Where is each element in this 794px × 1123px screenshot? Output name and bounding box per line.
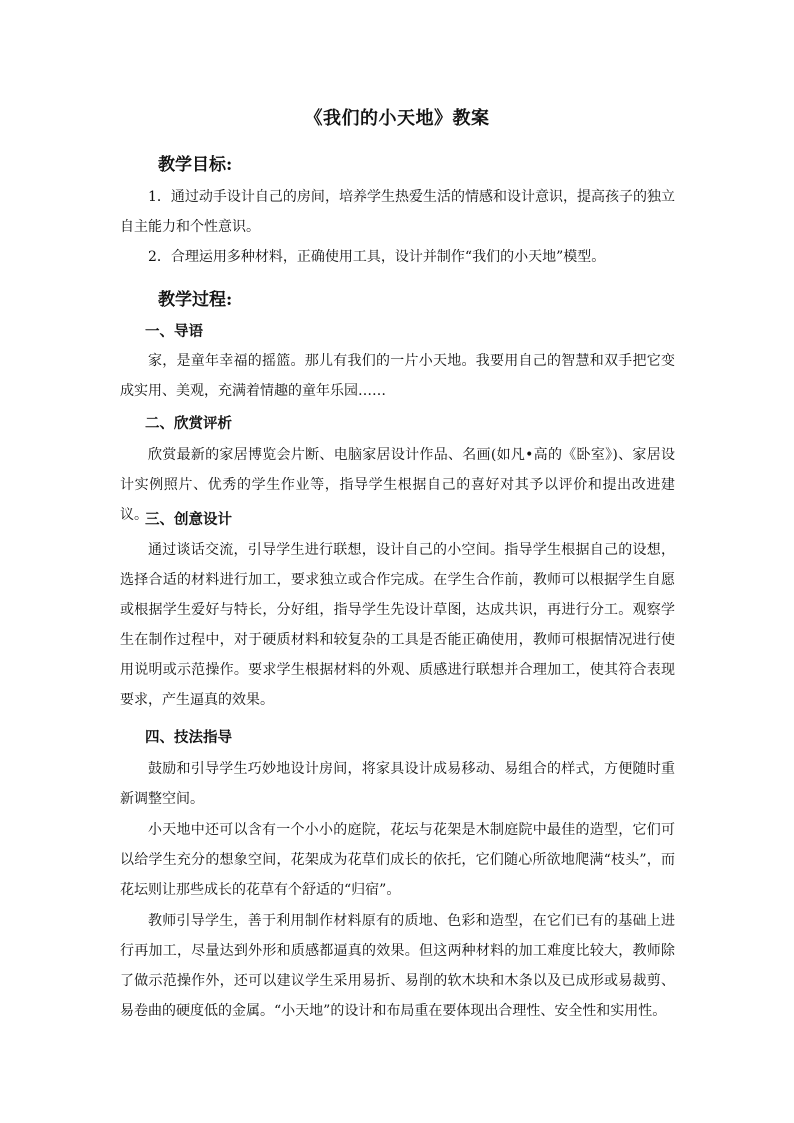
objective-paragraph: 2．合理运用多种材料，正确使用工具，设计并制作“我们的小天地”模型。 — [148, 249, 606, 265]
body-paragraph: 通过谈话交流，引导学生进行联想，设计自己的小空间。指导学生根据自己的设想，选择合适的材料进行加工，要求独立或合作完成。在学生合作前，教师可以根据学生自愿或根据学生爱好与特长，分好组，指导学生先设计草图，达成共识，再进行分工。观察学生在制作过程中，对于硬质材料和较复杂的工具是否能正确使用，教师可根据情况进行使用说明或示范操作。要求学生根据材料的外观、质感进行联想并合理加工，使其符合表现要求，产生逼真的效果。 — [120, 542, 675, 708]
objectives-heading: 教学目标: — [158, 155, 233, 175]
section-heading: 一、导语 — [145, 323, 203, 340]
process-heading: 教学过程: — [158, 290, 233, 310]
body-paragraph: 鼓励和引导学生巧妙地设计房间，将家具设计成易移动、易组合的样式，方便随时重新调整空间。 — [120, 761, 675, 807]
body-paragraph: 教师引导学生，善于利用制作材料原有的质地、色彩和造型，在它们已有的基础上进行再加工，尽量达到外形和质感都逼真的效果。但这两种材料的加工难度比较大，教师除了做示范操作外，还可以建议学生采用易折、易削的软木块和木条以及已成形或易裁剪、易卷曲的硬度低的金属。“小天地”的设计和布局重在要体现出合理性、安全性和实用性。 — [120, 913, 675, 1019]
body-paragraph: 小天地中还可以含有一个小小的庭院，花坛与花架是木制庭院中最佳的造型，它们可以给学生充分的想象空间，花架成为花草们成长的依托，它们随心所欲地爬满“枝头”，而花坛则让那些成长的花草有个舒适的“归宿”。 — [120, 822, 675, 898]
section-heading: 二、欣赏评析 — [145, 415, 232, 432]
section-heading: 四、技法指导 — [145, 729, 232, 746]
body-paragraph: 欣赏最新的家居博览会片断、电脑家居设计作品、名画(如凡•高的《卧室》)、家居设计实例照片、优秀的学生作业等，指导学生根据自己的喜好对其予以评价和提出改进建议。 — [120, 447, 675, 523]
document-title: 《我们的小天地》教案 — [304, 108, 490, 129]
objective-paragraph: 1．通过动手设计自己的房间，培养学生热爱生活的情感和设计意识，提高孩子的独立自主能力和个性意识。 — [120, 189, 675, 235]
body-paragraph: 家，是童年幸福的摇篮。那儿有我们的一片小天地。我要用自己的智慧和双手把它变成实用、美观，充满着情趣的童年乐园…… — [120, 353, 675, 399]
section-heading: 三、创意设计 — [145, 511, 232, 528]
